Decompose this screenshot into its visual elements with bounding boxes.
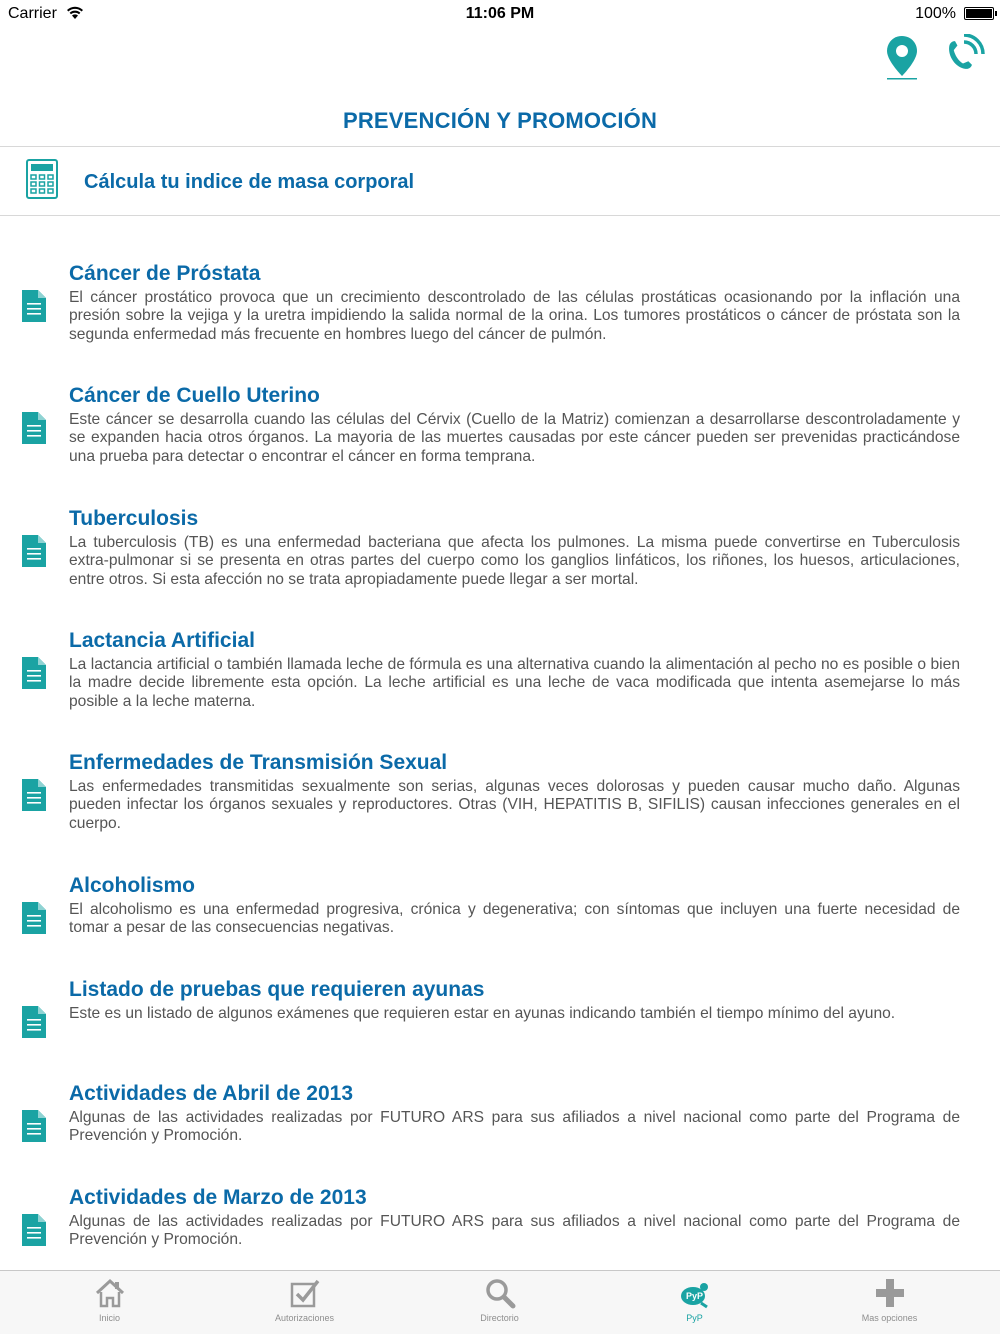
article-description: Las enfermedades transmitidas sexualmente son serias, algunas veces dolorosas y pueden causar mucho daño. Algunas pueden infectar los órganos sexuales y reproductores. Otras (VIH, HEPATITIS B, SIFILIS) causan infecciones generales en el cuerpo.	[69, 778, 960, 832]
tab-label: Directorio	[480, 1313, 519, 1323]
phone-call-icon[interactable]	[940, 34, 986, 85]
article-title: Tuberculosis	[69, 507, 199, 530]
clock: 11:06 PM	[465, 5, 535, 22]
article-title: Cáncer de Cuello Uterino	[69, 384, 320, 407]
article-title: Lactancia Artificial	[69, 629, 255, 652]
document-icon	[22, 1110, 46, 1147]
tab-bar	[0, 1270, 1000, 1334]
bmi-calculator-row[interactable]	[0, 147, 1000, 215]
article-description: La tuberculosis (TB) es una enfermedad bacteriana que afecta los pulmones. La misma puede convertirse en Tuberculosis extra-pulmonar si se presenta en otras partes del cuerpo como los ganglios linfáticos, los riñones, los huesos, articulaciones, entre otros. Si esta afección no se trata apropiadamente puede llegar a ser mortal.	[69, 534, 960, 588]
document-icon	[22, 412, 46, 449]
plus-icon	[874, 1277, 906, 1314]
article-title: Cáncer de Próstata	[69, 262, 261, 285]
article-description: La lactancia artificial o también llamada leche de fórmula es una alternativa cuando la alimentación al pecho no es posible o bien la madre decide libremente esta opción. La leche artificial es una leche de vaca modificada que intenta asemejarse lo más posible a la leche materna.	[69, 656, 960, 710]
document-icon	[22, 1006, 46, 1043]
home-icon	[94, 1277, 126, 1314]
battery-icon	[964, 7, 994, 20]
article-title: Listado de pruebas que requieren ayunas	[69, 978, 485, 1001]
pyp-icon	[679, 1277, 711, 1314]
article-description: Algunas de las actividades realizadas por FUTURO ARS para sus afiliados a nivel nacional como parte del Programa de Prevención y Promoción.	[69, 1109, 960, 1145]
tab-label: PyP	[686, 1313, 703, 1323]
checkbox-icon	[289, 1277, 321, 1314]
battery-percent: 100%	[915, 5, 956, 22]
location-pin-icon[interactable]	[880, 34, 924, 87]
page-title: PREVENCIÓN Y PROMOCIÓN	[342, 108, 658, 133]
tab-inicio[interactable]	[12, 1271, 207, 1334]
document-icon	[22, 290, 46, 327]
article-description: Algunas de las actividades realizadas por FUTURO ARS para sus afiliados a nivel nacional como parte del Programa de Prevención y Promoción.	[69, 1213, 960, 1249]
tab-label: Inicio	[98, 1313, 120, 1323]
bmi-label: Cálcula tu indice de masa corporal	[84, 171, 415, 193]
tab-autorizaciones[interactable]	[207, 1271, 402, 1334]
tab-directorio[interactable]	[402, 1271, 597, 1334]
document-icon	[22, 779, 46, 816]
article-description: Este es un listado de algunos exámenes que requieren estar en ayunas indicando también el tiempo mínimo del ayuno.	[69, 1005, 896, 1022]
document-icon	[22, 1214, 46, 1251]
article-description: El alcoholismo es una enfermedad progresiva, crónica y degenerativa; con síntomas que incluyen una fuerte necesidad de tomar a pesar de las consecuencias negativas.	[69, 901, 960, 937]
document-icon	[22, 535, 46, 572]
article-title: Enfermedades de Transmisión Sexual	[69, 751, 448, 774]
calculator-icon	[26, 159, 58, 204]
tab-pyp[interactable]	[597, 1271, 792, 1334]
article-description: El cáncer prostático provoca que un crecimiento descontrolado de las células prostáticas ocasionando por la inflación una presión sobre la vejiga y la uretra impidiendo la salida normal de la orina. Los tumores prostáticos o cáncer de próstata son la segunda enfermedad más frecuente en hombres luego del cáncer de pulmón.	[69, 289, 960, 343]
document-icon	[22, 657, 46, 694]
carrier-label: Carrier	[8, 5, 57, 22]
article-description: Este cáncer se desarrolla cuando las células del Cérvix (Cuello de la Matriz) comienzan a desarrollarse descontroladamente y se expanden hacia otros órganos. La mayoria de las muertes causadas por este cáncer pueden ser prevenidas practicándose una prueba para detectar o encontrar el cáncer en forma temprana.	[69, 411, 960, 465]
article-title: Actividades de Abril de 2013	[69, 1082, 354, 1105]
status-bar	[0, 0, 1000, 28]
svg-text:PyP: PyP	[685, 1291, 703, 1301]
document-icon	[22, 902, 46, 939]
tab-label: Autorizaciones	[274, 1313, 335, 1323]
divider	[0, 215, 1000, 216]
tab-mas-opciones[interactable]	[792, 1271, 987, 1334]
tab-label: Mas opciones	[861, 1313, 918, 1323]
search-icon	[484, 1277, 516, 1314]
article-title: Alcoholismo	[69, 874, 196, 897]
article-title: Actividades de Marzo de 2013	[69, 1186, 367, 1209]
